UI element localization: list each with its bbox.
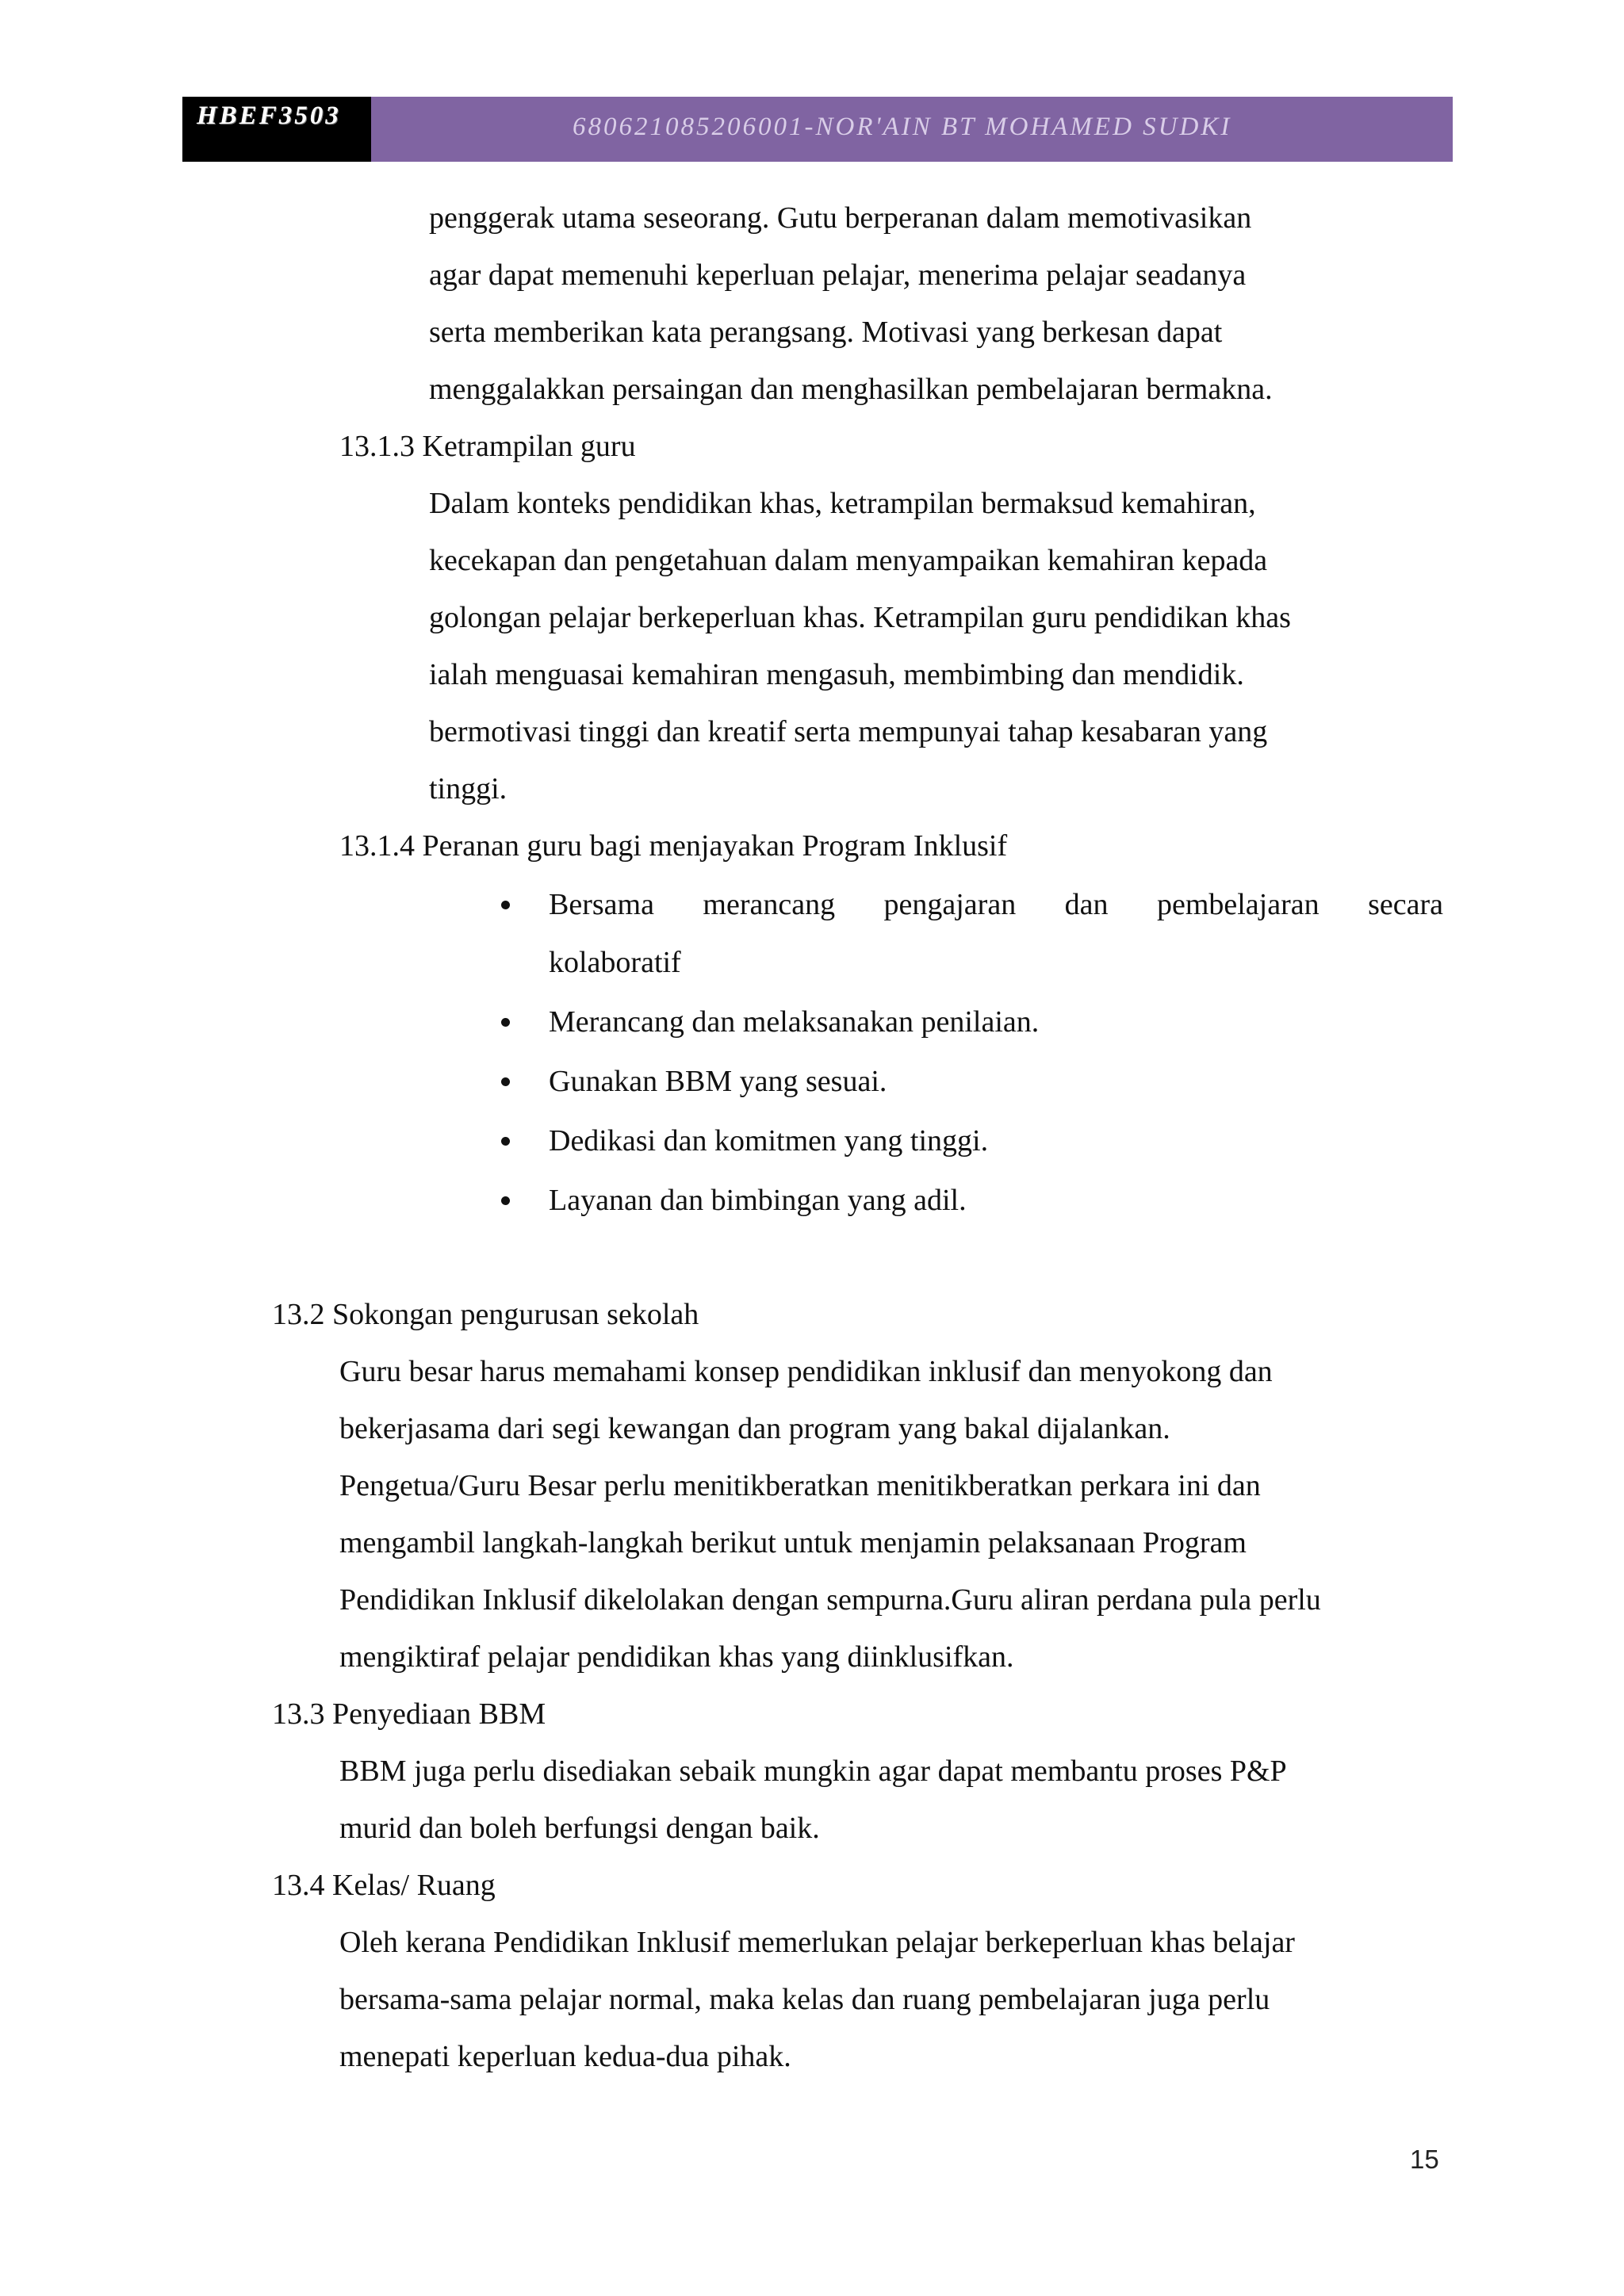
page-number: 15 xyxy=(1410,2145,1439,2174)
bullet-icon xyxy=(501,1077,510,1086)
section-heading-13-2: 13.2 Sokongan pengurusan sekolah xyxy=(272,1298,699,1331)
body-line: bermotivasi tinggi dan kreatif serta mempunyai tahap kesabaran yang xyxy=(429,715,1268,748)
section-heading-13-3: 13.3 Penyediaan BBM xyxy=(272,1697,546,1731)
body-line: Pendidikan Inklusif dikelolakan dengan sempurna.Guru aliran perdana pula perlu xyxy=(339,1583,1321,1617)
body-line: Oleh kerana Pendidikan Inklusif memerlukan pelajar berkeperluan khas belajar xyxy=(339,1926,1295,1959)
body-line: mengiktiraf pelajar pendidikan khas yang diinklusifkan. xyxy=(339,1640,1014,1674)
header-title-bar xyxy=(371,97,1453,162)
bullet-word: merancang xyxy=(703,888,836,921)
body-line: ialah menguasai kemahiran mengasuh, membimbing dan mendidik. xyxy=(429,658,1244,691)
bullet-word: dan xyxy=(1064,888,1109,921)
body-line: bersama-sama pelajar normal, maka kelas dan ruang pembelajaran juga perlu xyxy=(339,1983,1270,2016)
bullet-icon xyxy=(501,1196,510,1205)
bullet-word: secara xyxy=(1368,888,1443,921)
body-line: tinggi. xyxy=(429,772,508,806)
bullet-icon xyxy=(501,1018,510,1027)
body-line: agar dapat memenuhi keperluan pelajar, menerima pelajar seadanya xyxy=(429,258,1247,292)
bullet-item-first-line xyxy=(549,890,1443,920)
body-line: penggerak utama seseorang. Gutu berperanan dalam memotivasikan xyxy=(429,201,1252,235)
body-line: murid dan boleh berfungsi dengan baik. xyxy=(339,1812,820,1845)
bullet-word: Bersama xyxy=(549,888,654,921)
body-line: kecekapan dan pengetahuan dalam menyampaikan kemahiran kepada xyxy=(429,544,1268,577)
page-header xyxy=(182,97,1453,162)
section-heading-13-4: 13.4 Kelas/ Ruang xyxy=(272,1869,496,1902)
body-line: Pengetua/Guru Besar perlu menitikberatkan menitikberatkan perkara ini dan xyxy=(339,1469,1261,1502)
bullet-item: Dedikasi dan komitmen yang tinggi. xyxy=(549,1124,989,1158)
body-line: golongan pelajar berkeperluan khas. Ketrampilan guru pendidikan khas xyxy=(429,601,1291,634)
bullet-item: Layanan dan bimbingan yang adil. xyxy=(549,1184,967,1217)
body-line: BBM juga perlu disediakan sebaik mungkin agar dapat membantu proses P&P xyxy=(339,1755,1287,1788)
bullet-word: pembelajaran xyxy=(1156,888,1320,921)
bullet-item: Gunakan BBM yang sesuai. xyxy=(549,1065,887,1098)
body-line: bekerjasama dari segi kewangan dan program yang bakal dijalankan. xyxy=(339,1412,1170,1445)
bullet-icon xyxy=(501,1137,510,1146)
body-line: serta memberikan kata perangsang. Motivasi yang berkesan dapat xyxy=(429,316,1223,349)
course-code: HBEF3503 xyxy=(182,97,371,162)
body-line: Dalam konteks pendidikan khas, ketrampilan bermaksud kemahiran, xyxy=(429,487,1256,520)
bullet-item: Merancang dan melaksanakan penilaian. xyxy=(549,1005,1040,1039)
bullet-icon xyxy=(501,901,510,909)
section-heading-13-1-4: 13.1.4 Peranan guru bagi menjayakan Program Inklusif xyxy=(339,829,1008,863)
section-heading-13-1-3: 13.1.3 Ketrampilan guru xyxy=(339,430,636,463)
body-line: menepati keperluan kedua-dua pihak. xyxy=(339,2040,791,2073)
body-line: menggalakkan persaingan dan menghasilkan pembelajaran bermakna. xyxy=(429,373,1273,406)
bullet-item-continuation: kolaboratif xyxy=(549,946,681,979)
body-line: mengambil langkah-langkah berikut untuk menjamin pelaksanaan Program xyxy=(339,1526,1247,1559)
body-line: Guru besar harus memahami konsep pendidikan inklusif dan menyokong dan xyxy=(339,1355,1273,1388)
student-info: 680621085206001-NOR'AIN BT MOHAMED SUDKI xyxy=(573,113,1232,141)
bullet-word: pengajaran xyxy=(883,888,1017,921)
